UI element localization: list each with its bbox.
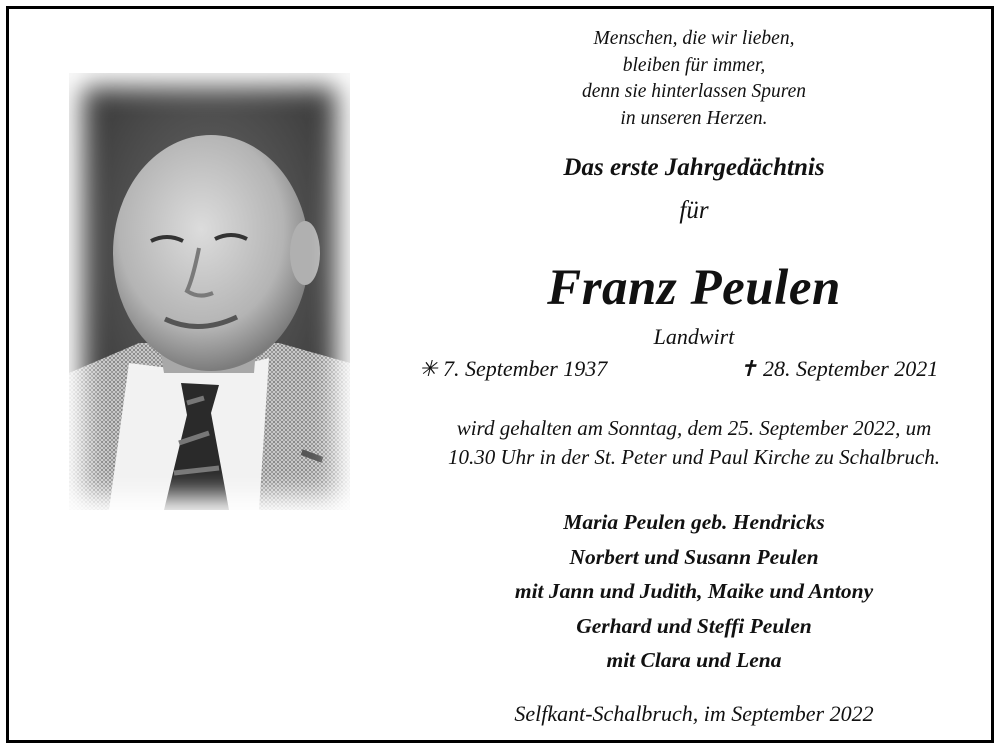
service-line: wird gehalten am Sonntag, dem 25. September 2022, um <box>456 416 932 440</box>
place-and-date: Selfkant-Schalbruch, im September 2022 <box>514 701 874 726</box>
family-list <box>399 505 989 678</box>
death-date-group <box>739 356 938 382</box>
poem-line: in unseren Herzen. <box>620 107 768 129</box>
family-line: mit Jann und Judith, Maike und Antony <box>514 579 874 603</box>
life-dates <box>399 356 989 386</box>
notice-text-column <box>399 9 989 740</box>
birth-date-group <box>419 356 607 382</box>
birth-date: 7. September 1937 <box>442 356 608 381</box>
for-word: für <box>679 197 709 224</box>
family-line: mit Clara und Lena <box>606 648 782 672</box>
deceased-name: Franz Peulen <box>547 260 841 316</box>
deceased-profession: Landwirt <box>653 324 735 349</box>
service-details <box>399 414 989 471</box>
family-line: Norbert und Susann Peulen <box>569 544 819 569</box>
portrait-image <box>69 73 350 510</box>
family-line: Maria Peulen geb. Hendricks <box>563 510 825 534</box>
family-line: Gerhard und Steffi Peulen <box>576 613 812 638</box>
cross-icon: ✝ <box>739 356 758 381</box>
poem-line: denn sie hinterlassen Spuren <box>581 81 807 102</box>
death-date: 28. September 2021 <box>762 356 939 381</box>
obituary-notice <box>6 6 994 743</box>
memorial-poem <box>399 26 989 132</box>
poem-line: bleiben für immer, <box>622 54 766 76</box>
anniversary-heading: Das erste Jahrgedächtnis <box>563 154 825 181</box>
star-icon: ✳ <box>419 356 438 381</box>
poem-line: Menschen, die wir lieben, <box>593 28 795 49</box>
portrait-photo <box>69 73 350 510</box>
service-line: 10.30 Uhr in der St. Peter und Paul Kirche zu Schalbruch. <box>447 444 941 469</box>
